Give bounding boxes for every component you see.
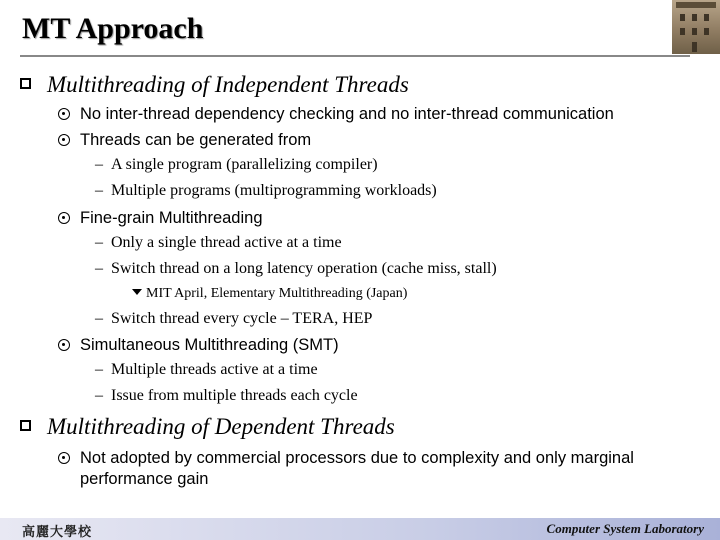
sub-list-item [95, 387, 358, 405]
sub-list-item-text: Switch thread every cycle – TERA, HEP [111, 310, 373, 327]
section-heading-text: Multithreading of Dependent Threads [47, 414, 395, 439]
building-window [692, 14, 697, 21]
dash-bullet: – [95, 182, 103, 199]
dash-bullet: – [95, 310, 103, 327]
dash-bullet: – [95, 361, 103, 378]
square-bullet-icon [20, 78, 31, 89]
sub-list-item-text: Only a single thread active at a time [111, 234, 342, 251]
list-item [58, 130, 311, 150]
circle-bullet-icon [58, 108, 70, 120]
dash-bullet: – [95, 387, 103, 404]
list-item-text: Threads can be generated from [80, 131, 312, 149]
circle-bullet-icon [58, 134, 70, 146]
list-item-text: No inter-thread dependency checking and no inter-thread communication [80, 105, 614, 123]
building-door [692, 42, 697, 52]
list-item [58, 335, 339, 355]
dash-bullet: – [95, 260, 103, 277]
list-item-text: Not adopted by commercial processors due to complexity and only marginal [80, 449, 634, 467]
list-item-text: Fine-grain Multithreading [80, 209, 263, 227]
sub-list-item [95, 361, 318, 379]
sub-list-item [95, 234, 342, 252]
circle-bullet-icon [58, 339, 70, 351]
sub-list-item [95, 182, 437, 200]
building-window [704, 28, 709, 35]
building-window [704, 14, 709, 21]
sub-list-item-text: Issue from multiple threads each cycle [111, 387, 358, 404]
building-window [692, 28, 697, 35]
building-window [680, 14, 685, 21]
square-bullet-icon [20, 420, 31, 431]
slide-title: MT Approach [22, 12, 204, 45]
sub-list-item-text: Multiple programs (multiprogramming workloads) [111, 182, 437, 199]
list-item [58, 208, 263, 228]
list-item-text: Simultaneous Multithreading (SMT) [80, 336, 339, 354]
building-photo-icon [672, 0, 720, 54]
circle-bullet-icon [58, 212, 70, 224]
section-heading-dependent [20, 414, 395, 440]
sub-list-item [95, 260, 497, 278]
section-heading-text: Multithreading of Independent Threads [47, 72, 409, 97]
footer-university: 高麗大學校 [22, 525, 93, 540]
sub-sub-list-item-text: MIT April, Elementary Multithreading (Japan) [146, 286, 408, 301]
section-heading-independent [20, 72, 409, 98]
building-roof [676, 2, 716, 8]
sub-list-item-text: Switch thread on a long latency operation (cache miss, stall) [111, 260, 497, 277]
circle-bullet-icon [58, 452, 70, 464]
title-divider [20, 55, 690, 57]
dash-bullet: – [95, 234, 103, 251]
sub-list-item [95, 156, 378, 174]
list-item-continuation: performance gain [80, 470, 209, 488]
dash-bullet: – [95, 156, 103, 173]
list-item [58, 104, 614, 124]
list-item [58, 448, 634, 468]
building-window [680, 28, 685, 35]
sub-list-item-text: Multiple threads active at a time [111, 361, 318, 378]
sub-list-item-text: A single program (parallelizing compiler) [111, 156, 378, 173]
sub-sub-list-item [132, 286, 407, 302]
footer-bar [0, 518, 720, 540]
footer-lab: Computer System Laboratory [546, 521, 704, 536]
down-arrow-icon [132, 289, 142, 295]
sub-list-item [95, 310, 372, 328]
